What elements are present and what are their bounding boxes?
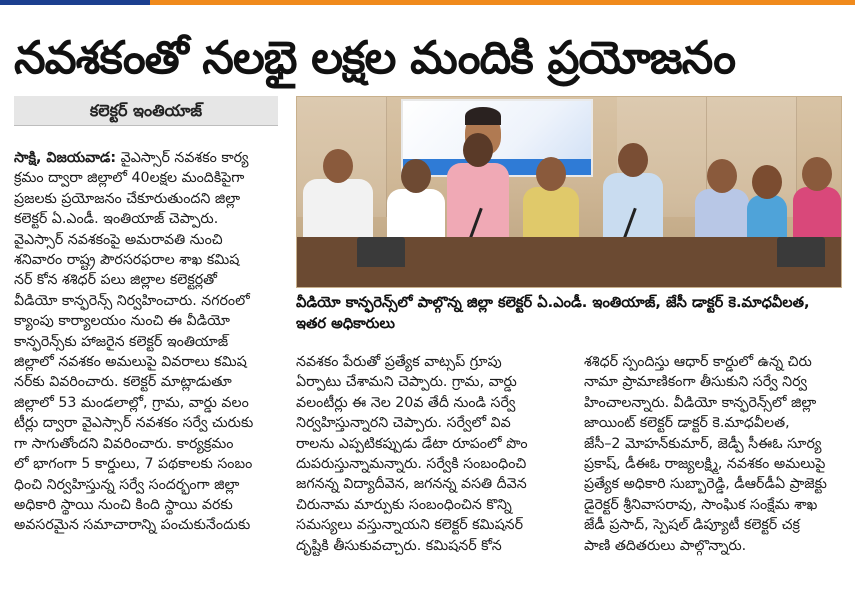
article-line: దృష్టికి తీసుకువచ్చారు. కమిషనర్ కోన	[296, 537, 502, 554]
article-line: ధించి నిర్వహిస్తున్న సర్వే సందర్భంగా జిల్లా	[14, 476, 240, 493]
article-line: నవశకం పేరుతో ప్రత్యేక వాట్సప్ గ్రూపు	[296, 354, 502, 370]
article-line: డైరెక్టర్ శ్రీనివాసరావు, సాంఘిక సంక్షేమ శాఖ	[584, 496, 818, 513]
article-line: అధికారి స్థాయి నుంచి కింది స్థాయి వరకు	[14, 496, 233, 513]
news-photo	[296, 96, 842, 288]
article-line: వైఎస్సార్ నవశకంపై అమరావతి నుంచి	[14, 231, 223, 248]
article-line: జాయింట్ కలెక్టర్ డాక్టర్ కె.మాధవీలత,	[584, 415, 790, 432]
article-column-2	[296, 352, 566, 556]
article-line: నామా ప్రామాణికంగా తీసుకుని సర్వే నిర్వ	[584, 374, 808, 391]
top-color-rule	[0, 0, 855, 5]
article-line: నిర్వహిస్తున్నారని చెప్పారు. సర్వేలో వివ	[296, 415, 511, 432]
article-line: కాన్ఫరెన్స్‌కు హాజరైన కలెక్టర్ ఇంతియాజ్	[14, 333, 229, 350]
article-line: ఏర్పాటు చేశామని చెప్పారు. గ్రామ, వార్డు	[296, 374, 517, 391]
article-line: జిల్లాలో నవశకం అమలుపై వివరాలు కమిష	[14, 354, 247, 371]
article-line: హించాలన్నారు. వీడియో కాన్ఫరెన్స్‌లో జిల్లా	[584, 394, 817, 411]
article-line: ప్రజలకు ప్రయోజనం చేకూరుతుందని జిల్లా	[14, 190, 241, 207]
article-line: వలంటీర్లు ఈ నెల 20వ తేదీ నుండి సర్వే	[296, 394, 516, 411]
article-line: శనివారం రాష్ట్ర పౌరసరఫరాల శాఖ కమిష	[14, 252, 240, 269]
article-line: లో భాగంగా 5 కార్డులు, 7 పథకాలకు సంబం	[14, 456, 253, 473]
article-line: క్యాంపు కార్యాలయం నుంచి ఈ వీడియో	[14, 313, 230, 330]
article-line: కలెక్టర్ ఏ.ఎండీ. ఇంతియాజ్ చెప్పారు.	[14, 211, 219, 228]
top-rule-blue	[0, 0, 150, 5]
article-line: సాక్షి, విజయవాడ: వైఎస్సార్ నవశకం కార్య	[14, 150, 249, 166]
top-rule-orange	[150, 0, 855, 5]
byline-box: కలెక్టర్ ఇంతియాజ్	[14, 96, 278, 126]
article-line: అవసరమైన సమాచారాన్ని పంచుకునేందుకు	[14, 517, 251, 534]
headline: నవశకంతో నలభై లక్షల మందికి ప్రయోజనం	[14, 31, 736, 84]
article-line: చిరునామ మార్పుకు సంబంధించిన కొన్ని	[296, 496, 512, 513]
article-column-3	[584, 352, 842, 556]
article-line: టీర్లు ద్వారా వైఎస్సార్ నవశకం సర్వే చురుకు	[14, 415, 254, 432]
article-line: దుపరుస్తున్నామన్నారు. సర్వేకి సంబంధించి	[296, 456, 527, 473]
article-line: రాలను ఎప్పటికప్పుడు డేటా రూపంలో పొం	[296, 435, 528, 452]
article-line: జేసీ–2 మోహన్‌కుమార్, జెడ్పీ సీఈఓ సూర్య	[584, 435, 822, 452]
photo-caption-line: ఇతర అధికారులు	[296, 315, 395, 332]
article-line: వీడియో కాన్ఫరెన్స్ నిర్వహించారు. నగరంలో	[14, 292, 250, 309]
article-line: నర్ కోన శశిధర్ పలు జిల్లాల కలెక్టర్లతో	[14, 272, 217, 289]
article-line: ప్రకాష్, డీఈఓ రాజ్యలక్ష్మి, నవశకం అమలుపై	[584, 456, 826, 473]
article-line: శశిధర్ స్పందిస్తు ఆధార్ కార్డులో ఉన్న చిరు	[584, 354, 812, 370]
article-line: పాణి తదితరులు పాల్గొన్నారు.	[584, 537, 747, 554]
article-line: జేడీ ప్రసాద్, స్పెషల్ డిప్యూటీ కలెక్టర్ చక్ర	[584, 517, 800, 534]
photo-caption-line: వీడియో కాన్ఫరెన్స్‌లో పాల్గొన్న జిల్లా కలెక్టర్ ఏ.ఎండీ. ఇంతియాజ్, జేసీ డాక్టర్ కె.మాధవీలత,	[296, 294, 810, 311]
article-column-1	[14, 148, 278, 536]
article-line: క్రమం ద్వారా జిల్లాలో 40లక్షల మందికిపైగా	[14, 170, 245, 187]
dateline: సాక్షి, విజయవాడ:	[14, 150, 117, 166]
article-line: జిల్లాలో 53 మండలాల్లో, గ్రామ, వార్డు వలం	[14, 394, 249, 411]
photo-caption	[296, 292, 842, 348]
article-line: సమస్యలు వస్తున్నాయని కలెక్టర్ కమిషనర్	[296, 517, 524, 534]
article-line: జగనన్న విద్యాదీవెన, జగనన్న వసతి దీవెన	[296, 476, 527, 493]
article-line: నర్‌కు వివరించారు. కలెక్టర్ మాట్లాడుతూ	[14, 374, 232, 391]
article-line: గా సాగుతోందని వివరించారు. కార్యక్రమం	[14, 435, 234, 452]
article-line: ప్రత్యేక అధికారి సుబ్బారెడ్డి, డీఆర్‌డీఏ ప్రాజెక్టు	[584, 476, 827, 493]
